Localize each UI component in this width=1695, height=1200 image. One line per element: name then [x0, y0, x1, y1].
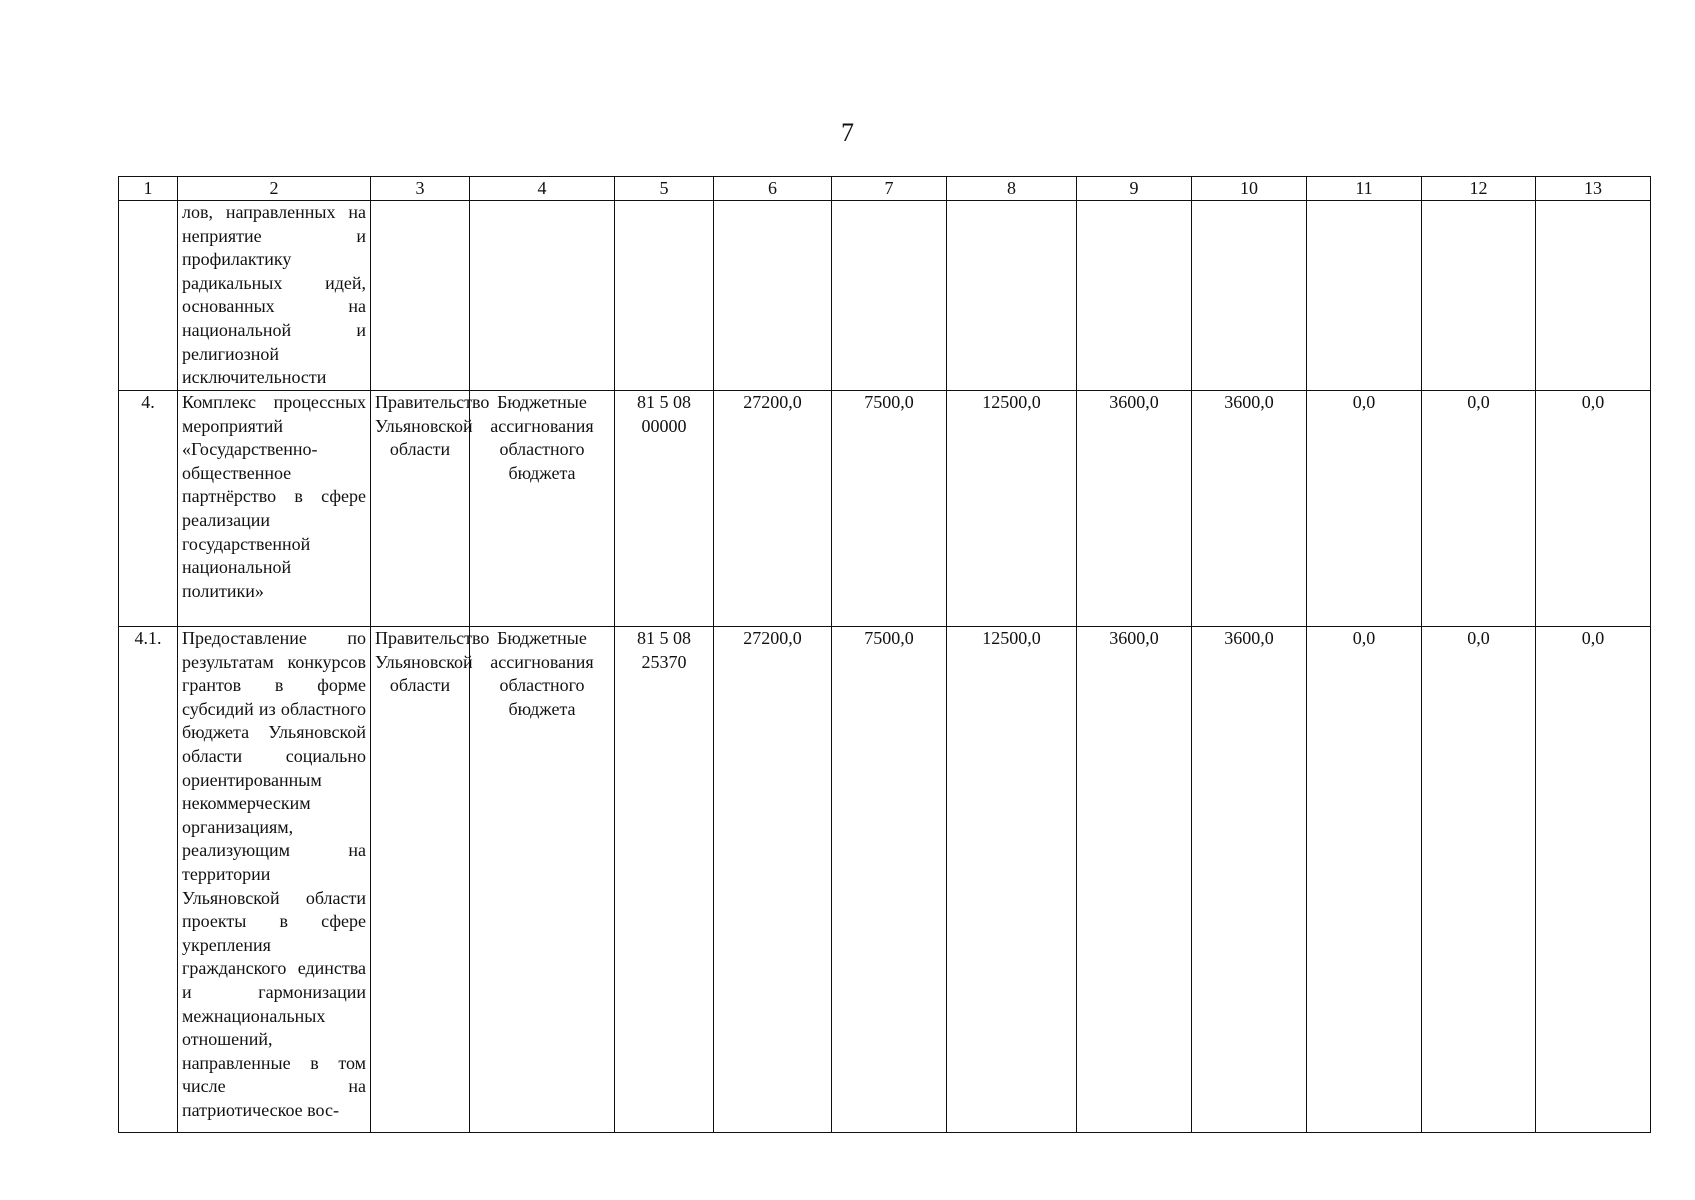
- value-col-8: 12500,0: [947, 627, 1077, 1133]
- value-col-9: 3600,0: [1077, 627, 1192, 1133]
- column-number-row: [119, 177, 1651, 201]
- value-col-9: [1077, 201, 1192, 391]
- measure-name: Предоставление по результатам конкурсов грантов в форме субсидий из областного бюджета Ульяновской области социально ориентированным некоммерческим организациям, реализующим на территории Ульяновской области проекты в сфере укрепления гражданского единства и гармонизации межнациональных отношений, направленные в том числе на патриотическое вос-: [178, 627, 371, 1133]
- value-col-12: 0,0: [1422, 627, 1536, 1133]
- table-row: [119, 391, 1651, 627]
- budget-table: [118, 176, 1651, 1133]
- value-col-13: 0,0: [1536, 391, 1651, 627]
- budget-code: 81 5 08 25370: [615, 627, 714, 1133]
- value-total: [714, 201, 832, 391]
- row-number: 4.: [119, 391, 178, 627]
- value-col-7: 7500,0: [832, 627, 947, 1133]
- column-number: 13: [1536, 177, 1651, 201]
- executor: Правительство Ульяновской области: [371, 391, 470, 627]
- value-total: 27200,0: [714, 627, 832, 1133]
- value-col-11: [1307, 201, 1422, 391]
- column-number: 1: [119, 177, 178, 201]
- column-number: 11: [1307, 177, 1422, 201]
- page-number: 7: [841, 118, 854, 147]
- value-total: 27200,0: [714, 391, 832, 627]
- column-number: 5: [615, 177, 714, 201]
- budget-code: [615, 201, 714, 391]
- column-number: 2: [178, 177, 371, 201]
- value-col-8: [947, 201, 1077, 391]
- column-number: 9: [1077, 177, 1192, 201]
- table-row: [119, 627, 1651, 1133]
- executor: [371, 201, 470, 391]
- funding-source: Бюджетные ассигнования областного бюджета: [470, 627, 615, 1133]
- value-col-10: [1192, 201, 1307, 391]
- row-number: 4.1.: [119, 627, 178, 1133]
- value-col-8: 12500,0: [947, 391, 1077, 627]
- column-number: 6: [714, 177, 832, 201]
- column-number: 12: [1422, 177, 1536, 201]
- value-col-7: 7500,0: [832, 391, 947, 627]
- column-number: 7: [832, 177, 947, 201]
- value-col-11: 0,0: [1307, 391, 1422, 627]
- executor: Правительство Ульяновской области: [371, 627, 470, 1133]
- funding-source: Бюджетные ассигнования областного бюджета: [470, 391, 615, 627]
- row-number: [119, 201, 178, 391]
- value-col-12: [1422, 201, 1536, 391]
- value-col-9: 3600,0: [1077, 391, 1192, 627]
- budget-code: 81 5 08 00000: [615, 391, 714, 627]
- column-number: 3: [371, 177, 470, 201]
- column-number: 4: [470, 177, 615, 201]
- value-col-11: 0,0: [1307, 627, 1422, 1133]
- funding-source: [470, 201, 615, 391]
- column-number: 8: [947, 177, 1077, 201]
- value-col-10: 3600,0: [1192, 627, 1307, 1133]
- measure-name: лов, направленных на неприятие и профилактику радикальных идей, основанных на национальной и религиозной исключительности: [178, 201, 371, 391]
- value-col-13: 0,0: [1536, 627, 1651, 1133]
- table-row: [119, 201, 1651, 391]
- measure-name: Комплекс процессных мероприятий «Государственно-общественное партнёрство в сфере реализации государственной национальной политики»: [178, 391, 371, 627]
- value-col-12: 0,0: [1422, 391, 1536, 627]
- column-number: 10: [1192, 177, 1307, 201]
- value-col-13: [1536, 201, 1651, 391]
- value-col-10: 3600,0: [1192, 391, 1307, 627]
- value-col-7: [832, 201, 947, 391]
